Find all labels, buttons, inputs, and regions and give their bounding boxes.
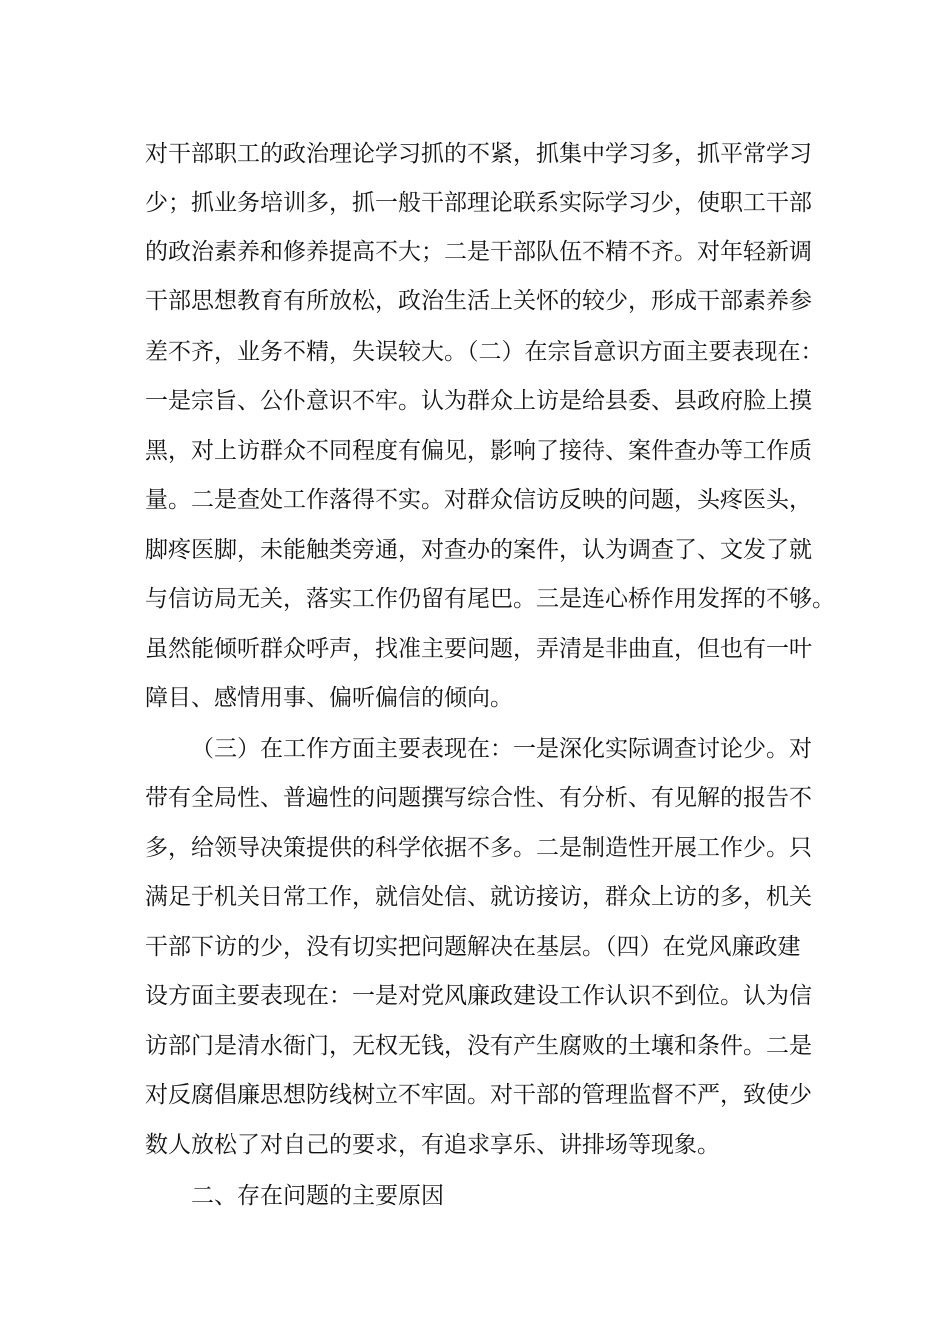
text-line: 满足于机关日常工作，就信处信、就访接访，群众上访的多，机关	[145, 884, 812, 910]
text-line: 干部思想教育有所放松，政治生活上关怀的较少，形成干部素养参	[145, 288, 812, 314]
heading-line: 二、存在问题的主要原因	[191, 1183, 444, 1209]
text-line: 数人放松了对自己的要求，有追求享乐、讲排场等现象。	[145, 1132, 720, 1158]
text-line: 访部门是清水衙门，无权无钱，没有产生腐败的土壤和条件。二是	[145, 1033, 812, 1059]
text-line: 障目、感情用事、偏听偏信的倾向。	[145, 685, 513, 711]
text-line: 少；抓业务培训多，抓一般干部理论联系实际学习少，使职工干部	[145, 190, 812, 216]
text-line: 干部下访的少，没有切实把问题解决在基层。（四）在党风廉政建	[145, 934, 801, 960]
text-line: 黑，对上访群众不同程度有偏见，影响了接待、案件查办等工作质	[145, 438, 812, 464]
text-line: 一是宗旨、公仆意识不牢。认为群众上访是给县委、县政府脸上摸	[145, 388, 812, 414]
text-line: 的政治素养和修养提高不大；二是干部队伍不精不齐。对年轻新调	[145, 239, 812, 265]
text-line: 多，给领导决策提供的科学依据不多。二是制造性开展工作少。只	[145, 835, 812, 861]
text-line: 对干部职工的政治理论学习抓的不紧，抓集中学习多，抓平常学习	[145, 141, 812, 167]
text-line: （三）在工作方面主要表现在：一是深化实际调查讨论少。对	[191, 736, 812, 762]
text-line: 差不齐，业务不精，失误较大。（二）在宗旨意识方面主要表现在：	[145, 339, 824, 365]
text-line: 虽然能倾听群众呼声，找准主要问题，弄清是非曲直，但也有一叶	[145, 636, 812, 662]
text-line: 设方面主要表现在：一是对党风廉政建设工作认识不到位。认为信	[145, 983, 812, 1009]
text-line: 与信访局无关，落实工作仍留有尾巴。三是连心桥作用发挥的不够。	[145, 586, 835, 612]
text-line: 脚疼医脚，未能触类旁通，对查办的案件，认为调查了、文发了就	[145, 537, 812, 563]
text-line: 对反腐倡廉思想防线树立不牢固。对干部的管理监督不严，致使少	[145, 1082, 812, 1108]
text-line: 带有全局性、普遍性的问题撰写综合性、有分析、有见解的报告不	[145, 785, 812, 811]
text-line: 量。二是查处工作落得不实。对群众信访反映的问题，头疼医头，	[145, 487, 812, 513]
